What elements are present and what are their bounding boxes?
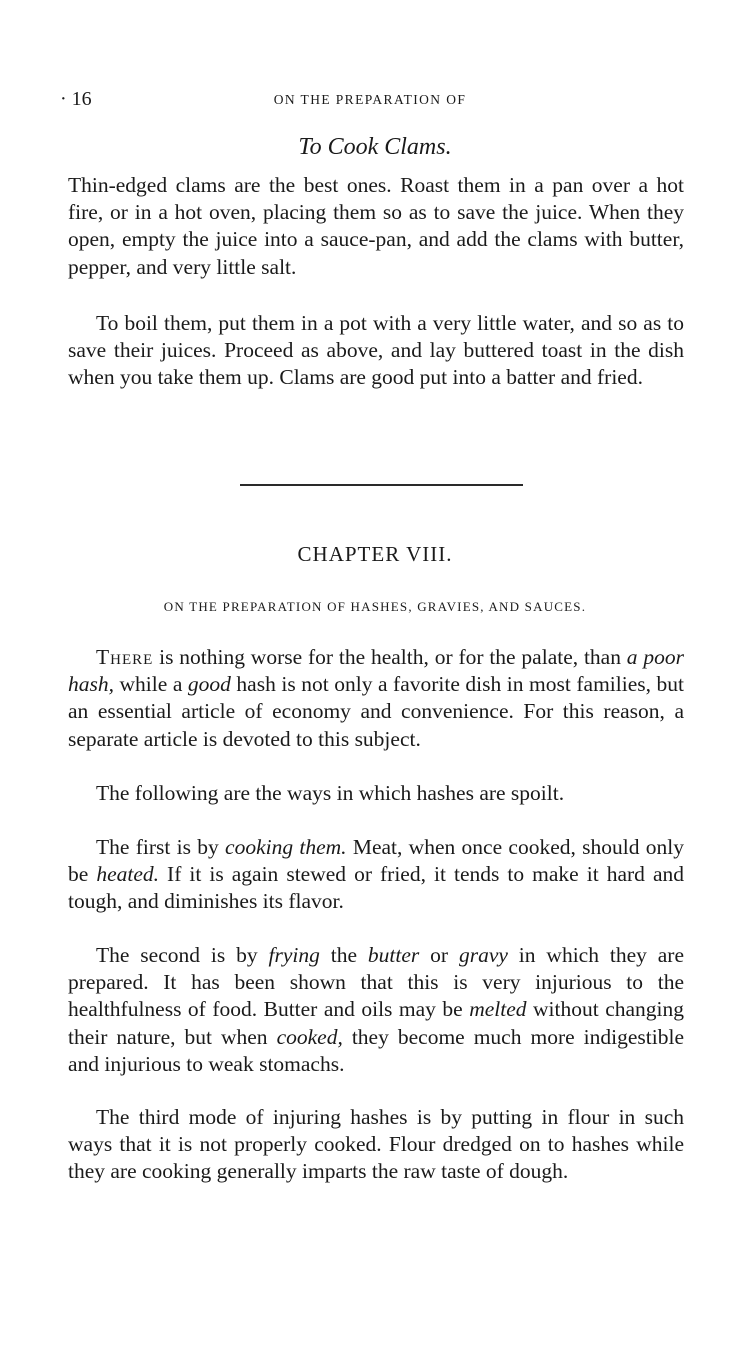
- page-number: · 16: [60, 88, 92, 110]
- lead-word: There: [96, 645, 154, 669]
- hashes-paragraph-5: The third mode of injuring hashes is by putting in flour in such ways that it is not properly cooked. Flour dredged on to hashes while they are cooking generally imparts the raw taste of dough.: [68, 1105, 684, 1184]
- hashes-paragraph-4: The second is by frying the butter or gravy in which they are prepared. It has been shown that this is very injurious to the healthfulness of food. Butter and oils may be melted without changing their nature, but when cooked, they become much more indigestible and injurious to weak stomachs.: [68, 943, 684, 1076]
- hashes-paragraph-3: The first is by cooking them. Meat, when once cooked, should only be heated. If it is again stewed or fried, it tends to make it hard and tough, and diminishes its flavor.: [68, 835, 684, 914]
- clams-paragraph-1: Thin-edged clams are the best ones. Roast them in a pan over a hot fire, or in a hot oven, placing them so as to save the juice. When they open, empty the juice into a sauce-pan, and add the clams with butter, pepper, and very little salt.: [68, 173, 684, 279]
- hashes-paragraph-2: The following are the ways in which hashes are spoilt.: [96, 781, 565, 805]
- section-divider: [240, 484, 523, 486]
- clams-paragraph-2: To boil them, put them in a pot with a very little water, and so as to save their juices. Proceed as above, and lay buttered toast in the dish when you take them up. Clams are good put into a batter and fried.: [68, 311, 684, 390]
- chapter-subtitle: ON THE PREPARATION OF HASHES, GRAVIES, AND SAUCES.: [163, 599, 587, 614]
- hashes-paragraph-1: There is nothing worse for the health, or for the palate, than a poor hash, while a good hash is not only a favorite dish in most families, but an essential article of economy and convenience. For this reason, a separate article is devoted to this subject.: [68, 645, 684, 751]
- running-title: ON THE PREPARATION OF: [273, 92, 467, 107]
- chapter-title: CHAPTER VIII.: [297, 542, 453, 566]
- section-heading: To Cook Clams.: [298, 134, 452, 160]
- running-head: [60, 88, 680, 112]
